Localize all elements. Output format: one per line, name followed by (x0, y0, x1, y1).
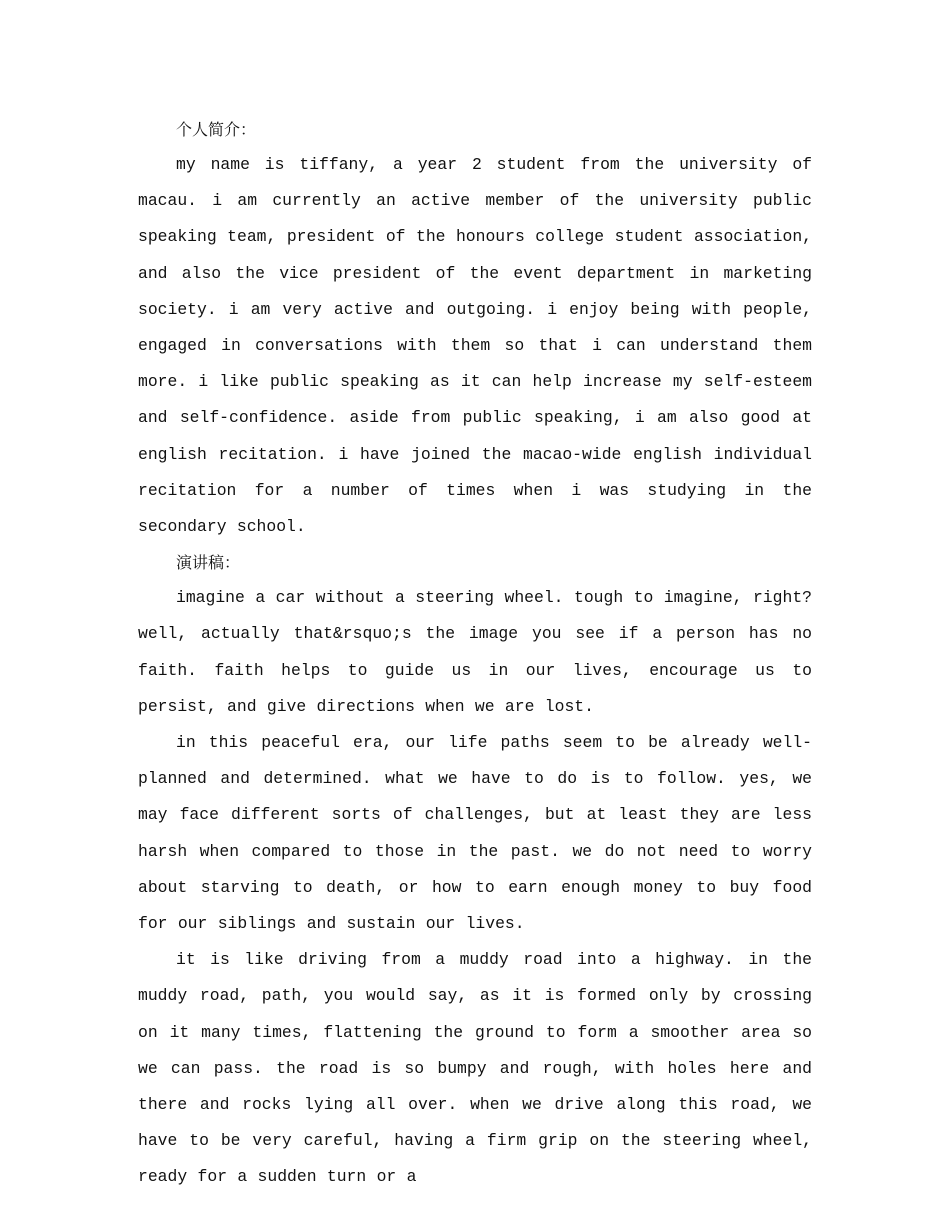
speech-paragraph-1: imagine a car without a steering wheel. tough to imagine, right? well, actually that&rsquo;s the image you see if a person has no faith. faith helps to guide us in our lives, encourage us to persist, and give directions when we are lost. (138, 588, 812, 716)
speech-paragraph-3: it is like driving from a muddy road into a highway. in the muddy road, path, you would say, as it is formed only by crossing on it many times, flattening the ground to form a smoother area so we can pass. the road is so bumpy and rough, with holes here and there and rocks lying all over. when we drive along this road, we have to be very careful, having a firm grip on the steering wheel, ready for a sudden turn or a (138, 950, 812, 1187)
document-page (138, 112, 812, 1196)
profile-heading: 个人简介： (176, 120, 257, 139)
profile-paragraph: my name is tiffany, a year 2 student from the university of macau. i am currently an active member of the university public speaking team, president of the honours college student association, and also the vice president of the event department in marketing society. i am very active and outgoing. i enjoy being with people, engaged in conversations with them so that i can understand them more. i like public speaking as it can help increase my self-esteem and self-confidence. aside from public speaking, i am also good at english recitation. i have joined the macao-wide english individual recitation for a number of times when i was studying in the secondary school. (138, 155, 812, 537)
speech-heading: 演讲稿： (176, 553, 241, 573)
speech-paragraph-2: in this peaceful era, our life paths seem to be already well-planned and determined. what we have to do is to follow. yes, we may face different sorts of challenges, but at least they are less harsh when compared to those in the past. we do not need to worry about starving to death, or how to earn enough money to buy food for our siblings and sustain our lives. (138, 733, 812, 934)
